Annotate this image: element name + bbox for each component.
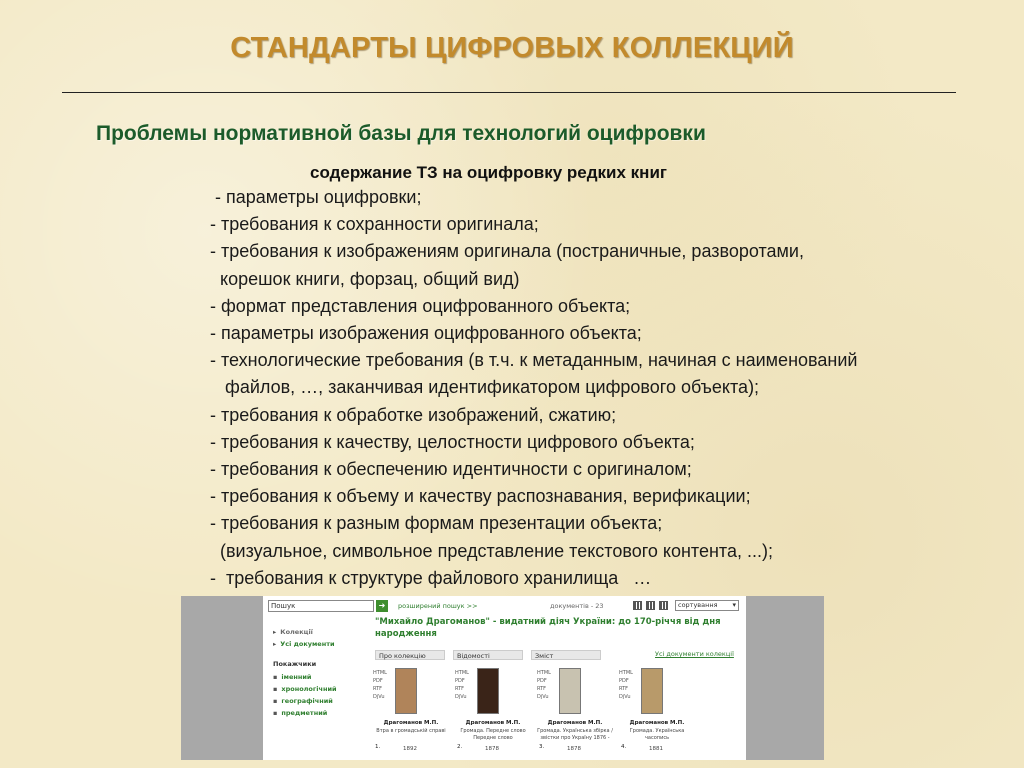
sidebar-item-label: предметний <box>281 709 328 717</box>
sidebar-item-label: іменний <box>281 673 312 681</box>
sidebar-item-label: Усі документи <box>280 640 335 648</box>
requirement-item: - параметры изображения оцифрованного объекта; <box>210 323 642 344</box>
requirement-item: - параметры оцифровки; <box>210 187 422 207</box>
sidebar-item-all-documents[interactable] <box>273 638 363 650</box>
document-thumbnail[interactable] <box>559 668 581 714</box>
section-heading: содержание ТЗ на оцифровку редких книг <box>310 163 667 182</box>
arrow-right-icon: ▸ <box>273 628 277 636</box>
digital-library-screenshot <box>181 596 824 760</box>
sort-select[interactable]: сортування ▾ <box>675 600 739 611</box>
document-card[interactable] <box>371 666 451 758</box>
sidebar-item-label: географічний <box>281 697 333 705</box>
all-collection-documents-link[interactable]: Усі документи колекції <box>655 650 734 658</box>
document-year: 1878 <box>567 746 581 752</box>
list-icon: ▪ <box>273 709 278 717</box>
slide-title: СТАНДАРТЫ ЦИФРОВЫХ КОЛЛЕКЦИЙ <box>230 32 794 64</box>
document-author: Драгоманов М.П. <box>383 720 439 726</box>
requirement-item: - формат представления оцифрованного объекта; <box>210 295 631 316</box>
search-input[interactable]: Пошук <box>268 600 374 612</box>
collection-title[interactable]: "Михайло Драгоманов" - видатний діяч України: до 170-річчя від дня народження <box>375 617 721 639</box>
document-description: Втра в громадській справі <box>376 728 446 734</box>
title-divider <box>62 92 956 93</box>
document-year: 1878 <box>485 746 499 752</box>
document-card[interactable] <box>617 666 697 758</box>
requirement-item: - требования к структуре файлового хранилища … <box>210 567 652 588</box>
requirement-item: - требования к сохранности оригинала; <box>210 214 539 235</box>
tab-contents[interactable] <box>531 650 601 660</box>
sidebar-item-chronological-index[interactable] <box>273 683 363 695</box>
tab-label: Про колекцію <box>379 652 426 660</box>
table-view-icon[interactable] <box>659 601 668 610</box>
document-year: 1892 <box>403 746 417 752</box>
slide-subtitle: Проблемы нормативной базы для технологий оцифровки <box>96 122 706 145</box>
requirement-item: корешок книги, форзац, общий вид) <box>210 268 520 289</box>
requirement-item: - требования к объему и качеству распознавания, верификации; <box>210 486 751 507</box>
requirement-item: - требования к обеспечению идентичности с оригиналом; <box>210 459 692 480</box>
sidebar-item-label: хронологічний <box>281 685 337 693</box>
list-view-icon[interactable] <box>646 601 655 610</box>
list-icon: ▪ <box>273 673 278 681</box>
format-links[interactable]: HTML PDF RTF DjVu <box>373 670 387 700</box>
requirement-item: - требования к качеству, целостности цифрового объекта; <box>210 431 695 452</box>
tab-label: Відомості <box>457 652 490 660</box>
index-heading: Покажчики <box>273 660 317 668</box>
document-thumbnail[interactable] <box>395 668 417 714</box>
format-links[interactable]: HTML PDF RTF DjVu <box>619 670 633 700</box>
document-card[interactable] <box>453 666 533 758</box>
arrow-right-icon: ➜ <box>378 601 386 610</box>
list-icon: ▪ <box>273 685 278 693</box>
tab-about-collection[interactable] <box>375 650 445 660</box>
requirement-item: - технологические требования (в т.ч. к метаданным, начиная с наименований <box>210 350 858 371</box>
document-description: Громада. Українська часопись <box>629 728 685 741</box>
advanced-search-link[interactable]: розширений пошук >> <box>398 602 478 610</box>
library-page <box>263 596 746 760</box>
sidebar-item-collections[interactable] <box>273 626 363 638</box>
format-links[interactable]: HTML PDF RTF DjVu <box>537 670 551 700</box>
arrow-right-icon: ▸ <box>273 640 277 648</box>
format-links[interactable]: HTML PDF RTF DjVu <box>455 670 469 700</box>
document-author: Драгоманов М.П. <box>465 720 521 726</box>
tab-label: Зміст <box>535 652 554 660</box>
tab-information[interactable] <box>453 650 523 660</box>
documents-count: документів - 23 <box>550 602 604 610</box>
requirement-item: - требования к изображениям оригинала (постраничные, разворотами, <box>210 241 804 262</box>
requirement-item: - требования к разным формам презентации объекта; <box>210 513 663 534</box>
sidebar-item-name-index[interactable] <box>273 671 363 683</box>
search-go-button[interactable] <box>376 600 388 612</box>
document-thumbnail[interactable] <box>641 668 663 714</box>
requirement-item: - требования к обработке изображений, сжатию; <box>210 404 617 425</box>
sidebar-item-geographic-index[interactable] <box>273 695 363 707</box>
document-number: 3. <box>539 744 545 750</box>
document-year: 1881 <box>649 746 663 752</box>
requirement-item: файлов, …, заканчивая идентификатором цифрового объекта); <box>210 377 760 398</box>
sidebar-item-label: Колекції <box>280 628 313 636</box>
sidebar-item-subject-index[interactable] <box>273 707 363 719</box>
document-description: Громада. Українська збірка / звістки про Україну 1876 - <box>537 728 613 741</box>
document-number: 4. <box>621 744 627 750</box>
library-sidebar <box>273 626 363 719</box>
requirements-list <box>210 184 1010 592</box>
requirement-item: (визуальное, символьное представление текстового контента, ...); <box>210 540 773 561</box>
document-card[interactable] <box>535 666 615 758</box>
document-author: Драгоманов М.П. <box>629 720 685 726</box>
document-number: 2. <box>457 744 463 750</box>
document-description: Громада. Передне слово Передне слово <box>460 728 526 741</box>
document-thumbnail[interactable] <box>477 668 499 714</box>
document-number: 1. <box>375 744 381 750</box>
grid-view-icon[interactable] <box>633 601 642 610</box>
document-author: Драгоманов М.П. <box>547 720 603 726</box>
list-icon: ▪ <box>273 697 278 705</box>
